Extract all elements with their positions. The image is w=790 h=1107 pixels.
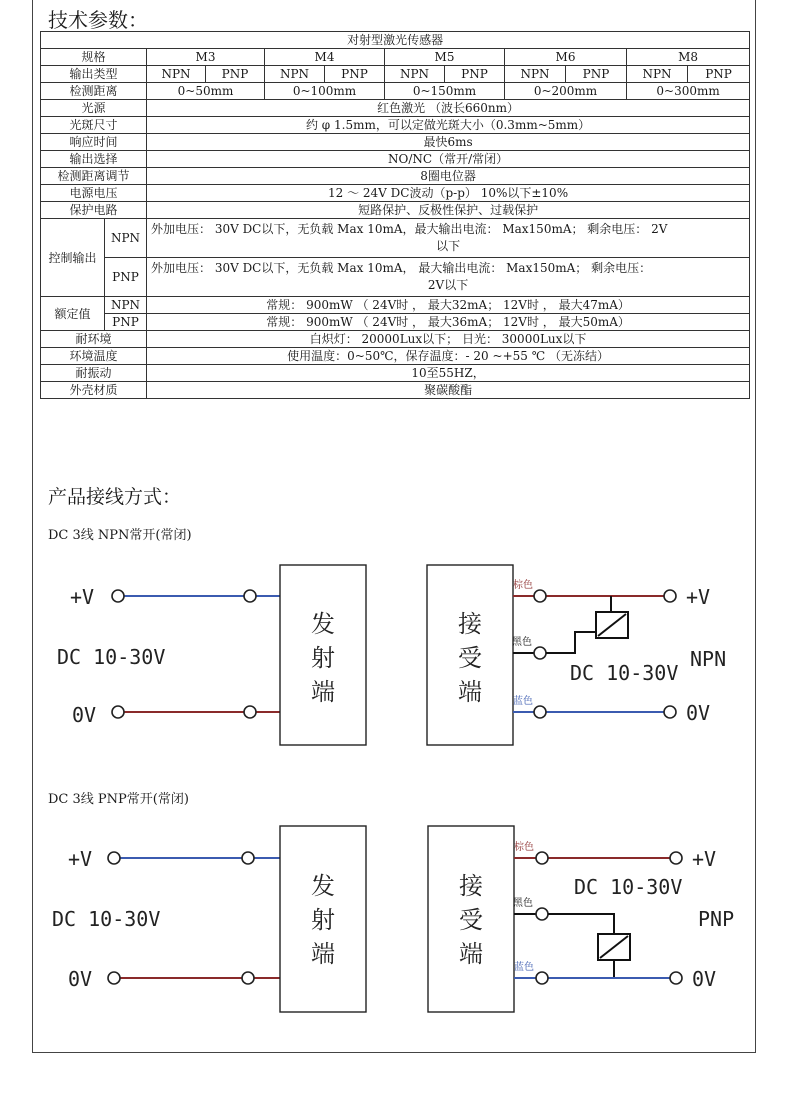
wire-black-label: 黑色	[513, 898, 533, 909]
npn-supply-label: DC 10-30V	[57, 645, 166, 669]
row-header: 电源电压	[41, 185, 147, 202]
cell-value: 约 φ 1.5mm，可以定做光斑大小（0.3mm~5mm）	[147, 117, 750, 134]
row-header: 响应时间	[41, 134, 147, 151]
row-header: 光源	[41, 100, 147, 117]
row-header: 检测距离调节	[41, 168, 147, 185]
cell-value: 12 ～ 24V DC波动（p-p） 10%以下±10%	[147, 185, 750, 202]
terminal-icon	[670, 972, 682, 984]
row-header: 光斑尺寸	[41, 117, 147, 134]
terminal-icon	[664, 706, 676, 718]
cell-value	[147, 219, 750, 258]
terminal-icon	[534, 706, 546, 718]
wire-brown-label: 棕色	[514, 842, 534, 853]
cell-value: 短路保护、反极性保护、过载保护	[147, 202, 750, 219]
pnp-load-supply-label: DC 10-30V	[574, 875, 683, 899]
table-row	[41, 117, 750, 134]
npn-diagram-title: DC 3线 NPN常开(常闭)	[48, 528, 192, 543]
receiver-char: 端	[459, 940, 483, 968]
cell-value: 常规： 900mW （ 24V时 ， 最大36mA； 12V时 ， 最大50mA）	[147, 314, 750, 331]
table-row	[41, 202, 750, 219]
table-row	[41, 331, 750, 348]
pnp-load-plus-label: +V	[692, 847, 717, 871]
table-row	[41, 365, 750, 382]
table-row	[41, 100, 750, 117]
emitter-char: 射	[311, 906, 335, 934]
emitter-char: 射	[311, 644, 335, 672]
cell-value	[147, 258, 750, 297]
table-row	[41, 83, 750, 100]
terminal-icon	[534, 647, 546, 659]
wire-brown-label: 棕色	[513, 580, 533, 591]
cell-pnp: PNP	[325, 66, 385, 83]
table-row	[41, 151, 750, 168]
cell-npn: NPN	[147, 66, 206, 83]
terminal-icon	[664, 590, 676, 602]
receiver-char: 受	[458, 644, 482, 672]
row-header: 保护电路	[41, 202, 147, 219]
emitter-char: 发	[311, 872, 335, 900]
table-row	[41, 49, 750, 66]
npn-plus-v-label: +V	[70, 585, 95, 609]
cell-npn: NPN	[265, 66, 325, 83]
table-row	[41, 185, 750, 202]
row-header: 检测距离	[41, 83, 147, 100]
row-header: 控制输出	[41, 219, 105, 297]
row-header: 输出选择	[41, 151, 147, 168]
cell-pnp: PNP	[566, 66, 627, 83]
table-row	[41, 382, 750, 399]
table-caption: 对射型激光传感器	[41, 32, 750, 49]
pnp-zero-v-label: 0V	[68, 967, 93, 991]
cell-value: 最快6ms	[147, 134, 750, 151]
model-m5: M5	[385, 49, 505, 66]
receiver-char: 接	[458, 610, 482, 638]
cell-value: 10至55HZ，	[147, 365, 750, 382]
terminal-icon	[244, 590, 256, 602]
emitter-char: 发	[311, 610, 335, 638]
terminal-icon	[242, 972, 254, 984]
npn-load-plus-label: +V	[686, 585, 711, 609]
row-header: 规格	[41, 49, 147, 66]
pnp-plus-v-label: +V	[68, 847, 93, 871]
terminal-icon	[242, 852, 254, 864]
table-row	[41, 134, 750, 151]
cell-npn: NPN	[105, 219, 147, 258]
receiver-char: 接	[459, 872, 483, 900]
cell-value: 聚碳酸酯	[147, 382, 750, 399]
cell-pnp: PNP	[105, 314, 147, 331]
cell-value: 常规： 900mW （ 24V时 ， 最大32mA； 12V时 ， 最大47mA）	[147, 297, 750, 314]
model-m3: M3	[147, 49, 265, 66]
section-title-specs: 技术参数：	[48, 8, 148, 32]
npn-type-label: NPN	[690, 647, 727, 671]
row-header: 环境温度	[41, 348, 147, 365]
terminal-icon	[536, 852, 548, 864]
control-npn-line2: 以下	[436, 239, 461, 253]
table-row	[41, 66, 750, 83]
cell-value: NO/NC（常开/常闭）	[147, 151, 750, 168]
cell-pnp: PNP	[688, 66, 750, 83]
cell-pnp: PNP	[105, 258, 147, 297]
cell-npn: NPN	[385, 66, 445, 83]
cell-npn: NPN	[505, 66, 566, 83]
terminal-icon	[536, 908, 548, 920]
row-header: 外壳材质	[41, 382, 147, 399]
wire-black-label: 黑色	[512, 637, 532, 648]
pnp-type-label: PNP	[698, 907, 735, 931]
cell-value: 8圈电位器	[147, 168, 750, 185]
wire-blue-label: 蓝色	[513, 696, 533, 707]
cell-value: 使用温度：0~50℃，保存温度：- 20 ~+55 ℃ （无冻结）	[147, 348, 750, 365]
signal-wire	[548, 914, 614, 934]
cell-distance: 0~300mm	[627, 83, 750, 100]
cell-distance: 0~50mm	[147, 83, 265, 100]
table-row	[41, 168, 750, 185]
table-row	[41, 314, 750, 331]
cell-npn: NPN	[627, 66, 688, 83]
cell-distance: 0~100mm	[265, 83, 385, 100]
control-pnp-line1: 外加电压： 30V DC以下，无负载 Max 10mA， 最大输出电流： Max150mA； 剩余电压：	[151, 261, 652, 275]
receiver-char: 端	[458, 678, 482, 706]
pnp-supply-label: DC 10-30V	[52, 907, 161, 931]
wire-blue-label: 蓝色	[514, 962, 534, 973]
terminal-icon	[108, 972, 120, 984]
table-row	[41, 32, 750, 49]
table-row	[41, 297, 750, 314]
npn-load-zero-label: 0V	[686, 701, 711, 725]
row-header: 耐环境	[41, 331, 147, 348]
pnp-wiring-diagram	[0, 822, 790, 1022]
cell-distance: 0~150mm	[385, 83, 505, 100]
cell-npn: NPN	[105, 297, 147, 314]
cell-value: 白炽灯： 20000Lux以下； 日光： 30000Lux以下	[147, 331, 750, 348]
table-row	[41, 348, 750, 365]
terminal-icon	[534, 590, 546, 602]
row-header: 额定值	[41, 297, 105, 331]
npn-load-supply-label: DC 10-30V	[570, 661, 679, 685]
control-npn-line1: 外加电压： 30V DC以下，无负载 Max 10mA，最大输出电流： Max150mA； 剩余电压： 2V	[151, 222, 668, 236]
cell-value: 红色激光 （波长660nm）	[147, 100, 750, 117]
npn-wiring-diagram	[0, 560, 790, 760]
terminal-icon	[112, 590, 124, 602]
terminal-icon	[670, 852, 682, 864]
emitter-char: 端	[311, 678, 335, 706]
cell-pnp: PNP	[445, 66, 505, 83]
emitter-char: 端	[311, 940, 335, 968]
cell-distance: 0~200mm	[505, 83, 627, 100]
control-pnp-line2: 2V以下	[427, 278, 469, 292]
cell-pnp: PNP	[206, 66, 265, 83]
pnp-diagram-title: DC 3线 PNP常开(常闭)	[48, 792, 189, 807]
row-header: 耐振动	[41, 365, 147, 382]
model-m4: M4	[265, 49, 385, 66]
terminal-icon	[536, 972, 548, 984]
model-m8: M8	[627, 49, 750, 66]
spec-table	[40, 31, 750, 399]
row-header: 输出类型	[41, 66, 147, 83]
terminal-icon	[112, 706, 124, 718]
terminal-icon	[244, 706, 256, 718]
npn-zero-v-label: 0V	[72, 703, 97, 727]
pnp-load-zero-label: 0V	[692, 967, 717, 991]
section-title-wiring: 产品接线方式：	[48, 486, 182, 508]
table-row	[41, 219, 750, 258]
receiver-char: 受	[459, 906, 483, 934]
terminal-icon	[108, 852, 120, 864]
model-m6: M6	[505, 49, 627, 66]
table-row	[41, 258, 750, 297]
